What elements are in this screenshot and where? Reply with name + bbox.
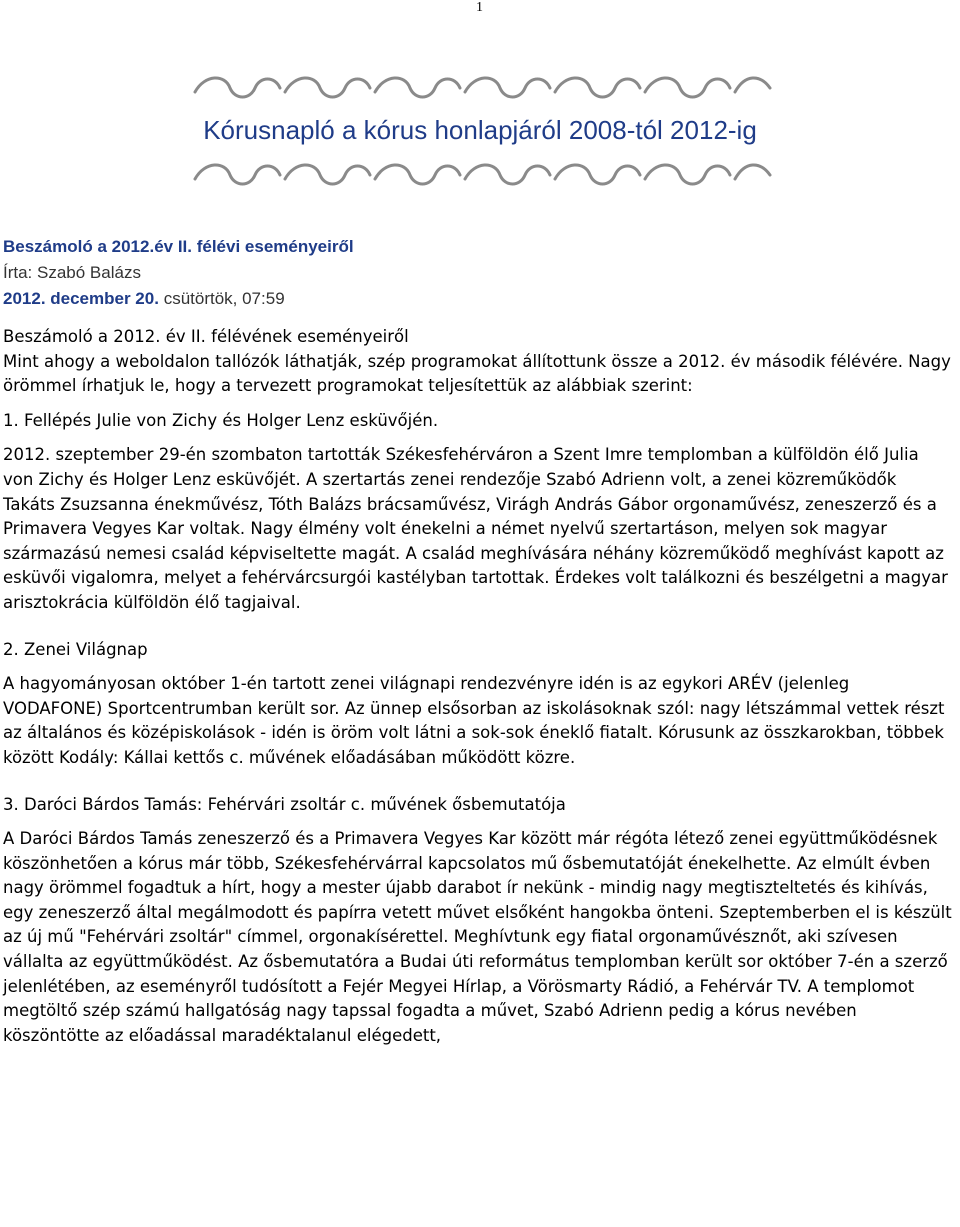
document-title: Kórusnapló a kórus honlapjáról 2008-tól 2012-ig	[203, 115, 757, 145]
section-paragraph: 2012. szeptember 29-én szombaton tartották Székesfehérváron a Szent Imre templomban a külföldön élő Julia von Zichy és Holger Lenz esküvőjét. A szertartás zenei rendezője Szabó Adrienn volt, a zenei közreműködők Takáts Zsuzsanna énekművész, Tóth Balázs brácsaművész, Virágh András Gábor orgonaművész, zeneszerző és a Primavera Vegyes Kar voltak. Nagy élmény volt énekelni a német nyelvű szertartáson, melyen sok magyar származású nemesi család képviseltette magát. A család meghívására néhány közreműködő meghívást kapott az esküvői vigalomra, melyet a fehérvárcsurgói kastélyban tartottak. Érdekes volt találkozni és beszélgetni a magyar arisztokrácia külföldön élő tagjaival.	[3, 445, 948, 612]
article-author: Írta: Szabó Balázs	[3, 263, 141, 282]
article-datetime	[3, 286, 354, 312]
page-number: 1	[476, 0, 483, 15]
section-heading: 2. Zenei Világnap	[3, 639, 148, 659]
intro-title: Beszámoló a 2012. év II. félévének eseményeiről	[3, 327, 409, 346]
ornament-icon	[190, 157, 775, 191]
article-heading: Beszámoló a 2012.év II. félévi eseményeiről	[3, 237, 354, 256]
ornament-icon	[190, 70, 775, 104]
section-heading: 3. Daróci Bárdos Tamás: Fehérvári zsoltár c. művének ősbemutatója	[3, 794, 566, 814]
article-time: csütörtök, 07:59	[163, 289, 285, 308]
article-header	[3, 234, 354, 312]
intro-paragraph: Mint ahogy a weboldalon tallózók láthatják, szép programokat állítottunk össze a 2012. év második félévére. Nagy örömmel írhatjuk le, hogy a tervezett programokat teljesítettük az alábbiak szerint:	[3, 351, 951, 396]
section-paragraph: A hagyományosan október 1-én tartott zenei világnapi rendezvényre idén is az egykori ARÉV (jelenleg VODAFONE) Sportcentrumban került sor. Az ünnep elsősorban az iskolásoknak szól: nagy létszámmal vettek részt az általános és középiskolások - idén is öröm volt látni a sok-sok éneklő fiatalt. Kórusunk az összkarokban, többek között Kodály: Kállai kettős c. művének előadásában működött közre.	[3, 674, 945, 767]
article-body	[3, 325, 953, 1048]
article-date: 2012. december 20.	[3, 289, 159, 308]
section-heading: 1. Fellépés Julie von Zichy és Holger Lenz esküvőjén.	[3, 410, 439, 430]
section-paragraph: A Daróci Bárdos Tamás zeneszerző és a Primavera Vegyes Kar között már régóta létező zenei együttműködésnek köszönhetően a kórus már több, Székesfehérvárral kapcsolatos mű ősbemutatóját énekelhette. Az elmúlt évben nagy örömmel fogadtuk a hírt, hogy a mester újabb darabot ír nekünk - mindig nagy megtiszteltetés és kihívás, egy zeneszerző által megálmodott és papírra vetett művet elsőként hangokba önteni. Szeptemberben el is készült az új mű "Fehérvári zsoltár" címmel, orgonakísérettel. Meghívtunk egy fiatal orgonaművésznőt, aki szívesen vállalta az együttműködést. Az ősbemutatóra a Budai úti református templomban került sor október 7-én a szerző jelenlétében, az eseményről tudósított a Fejér Megyei Hírlap, a Vörösmarty Rádió, a Fehérvár TV. A templomot megtöltő szép számú hallgatóság nagy tapssal fogadta a művet, Szabó Adrienn pedig a kórus nevében köszöntötte az előadással maradéktalanul elégedett,	[3, 829, 952, 1045]
